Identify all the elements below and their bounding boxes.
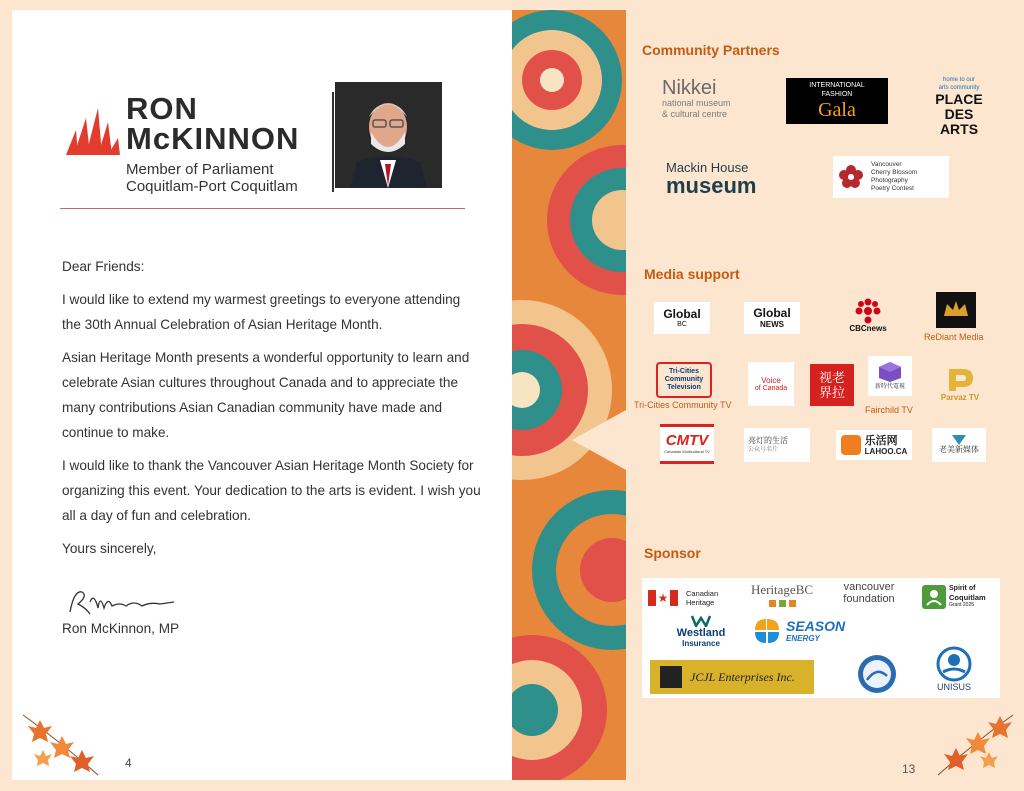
lahoo-logo	[836, 430, 912, 460]
mp-logo	[64, 84, 334, 199]
canadian-heritage-logo	[648, 584, 732, 612]
portrait-image	[335, 82, 442, 188]
westland-w-icon	[691, 615, 711, 627]
tricities-logo-line-1: Tri-Cities	[669, 368, 699, 375]
unisus-icon	[936, 646, 972, 682]
cmtv-logo	[660, 424, 714, 464]
liangdeng-logo	[744, 428, 810, 462]
mp-name	[126, 91, 300, 156]
season-energy-logo	[752, 614, 872, 648]
unisus-text: UNISUS	[936, 682, 971, 692]
mackin-line-1: Mackin House	[666, 160, 749, 175]
letter-signoff: Ron McKinnon, MP	[62, 621, 180, 636]
cherry-line-3: Photography	[871, 177, 908, 184]
tri-cities-caption: Tri-Cities Community TV	[634, 400, 732, 410]
mp-portrait	[335, 82, 442, 188]
canada-flag-icon	[648, 590, 678, 606]
letter-body	[62, 254, 482, 569]
circular-emblem-logo	[856, 654, 898, 694]
global-news-mark: Global	[753, 306, 791, 320]
tricities-logo-line-2: Community	[664, 376, 704, 383]
rediant-media-logo	[936, 292, 976, 328]
parvaz-p-icon	[945, 367, 975, 393]
unisus-logo	[928, 642, 980, 696]
season-line-1: SEASON	[786, 618, 846, 634]
pda-line-1: PLACE	[935, 91, 983, 107]
page-number: 4	[125, 756, 132, 770]
cherry-line-1: Vancouver	[871, 161, 902, 168]
spirit-line-1: Spirit of	[949, 585, 976, 592]
cherry-line-4: Poetry Contest	[871, 185, 914, 192]
chinese-media-logo: 视老界拉	[810, 364, 854, 406]
community-partners-title: Community Partners	[642, 42, 780, 58]
gala-line-1: INTERNATIONAL	[809, 82, 865, 89]
parvaz-text: Parvaz TV	[940, 392, 980, 402]
nikkei-sub-2: & cultural centre	[662, 109, 728, 119]
westland-line-1: Westland	[676, 626, 726, 639]
cmtv-mark: CMTV	[665, 432, 709, 449]
media-support-title: Media support	[644, 266, 740, 282]
spirit-line-2: Coquitlam	[949, 593, 986, 602]
letter-paragraph: I would like to thank the Vancouver Asian Heritage Month Society for organizing this event. Your dedication to the arts is evident. I wish you all a day of fun and celebration.	[62, 458, 481, 523]
rediant-caption: ReDiant Media	[924, 332, 984, 342]
liangdeng-text: 亮灯的生活	[748, 436, 788, 445]
cbc-news-mark: CBCnews	[849, 323, 887, 333]
mp-title	[126, 161, 298, 195]
letter-page	[12, 10, 512, 780]
cbc-news-logo	[840, 294, 896, 336]
vancouver-foundation-line-1: vancouver	[843, 580, 895, 593]
heritage-bc-logo	[742, 580, 822, 610]
voice-line-2: of Canada	[754, 384, 788, 392]
gala-word: Gala	[818, 99, 856, 121]
tricities-logo-line-3: Television	[667, 384, 701, 391]
laomei-mark-icon	[952, 435, 966, 445]
westland-insurance-logo	[670, 612, 732, 650]
mackin-line-2: museum	[666, 173, 757, 198]
cherry-line-2: Cherry Blossom	[871, 169, 918, 176]
mp-riding: Coquitlam-Port Coquitlam	[126, 178, 298, 195]
cherry-blossom-icon	[837, 163, 865, 191]
sponsor-panel	[642, 578, 1000, 698]
spirit-coquitlam-icon	[922, 585, 946, 609]
heritage-bc-text: HeritageBC	[750, 582, 814, 597]
season-line-2: ENERGY	[786, 634, 820, 643]
pda-line-3: ARTS	[939, 121, 979, 137]
vancouver-foundation-line-2: foundation	[843, 592, 895, 605]
canadian-heritage-line-2: Heritage	[686, 598, 715, 607]
pda-line-2: DES	[944, 106, 974, 122]
spirit-of-coquitlam-logo	[922, 580, 998, 614]
maple-flag-icon	[64, 100, 124, 160]
mp-role: Member of Parliament	[126, 161, 274, 178]
jcjl-enterprises-logo	[650, 660, 814, 694]
voice-of-canada-logo	[748, 362, 794, 406]
pda-tagline-1: home to our	[942, 77, 976, 83]
pda-tagline-2: arts community	[938, 85, 980, 91]
cmtv-sub: Canadian Multicultural TV	[664, 449, 710, 454]
signature-image	[64, 584, 184, 620]
page-number: 13	[902, 762, 916, 776]
circular-emblem-icon	[857, 654, 897, 694]
header-rule	[60, 208, 465, 209]
laomei-text: 老美新媒体	[939, 445, 979, 454]
sponsor-title: Sponsor	[644, 545, 701, 561]
fairchild-caption: Fairchild TV	[865, 405, 913, 415]
jcjl-text: JCJL Enterprises Inc.	[690, 669, 795, 684]
global-news-sub: NEWS	[760, 320, 784, 329]
fairchild-logo-text: 新時代電視	[874, 384, 905, 390]
letter-paragraph: I would like to extend my warmest greetings to everyone attending the 30th Annual Celebration of Asian Heritage Month.	[62, 292, 461, 332]
tri-cities-tv-logo	[656, 360, 712, 400]
maple-leaves-decoration	[928, 710, 1018, 780]
fairchild-tv-logo	[868, 356, 912, 396]
parvaz-tv-logo	[934, 362, 986, 406]
vancouver-foundation-logo	[822, 578, 916, 608]
fairchild-cube-icon	[878, 361, 902, 383]
jcjl-mark-icon	[660, 666, 682, 688]
nikkei-sub-1: national museum	[662, 98, 731, 108]
global-news-logo	[744, 302, 800, 334]
rediant-crown-icon	[941, 298, 971, 322]
cbc-gem-icon	[855, 298, 881, 324]
global-bc-sub: BC	[677, 320, 687, 328]
spirit-line-3: Grant 2025	[949, 602, 975, 608]
nikkei-logo	[662, 76, 752, 122]
heritage-bc-squares	[769, 600, 796, 607]
mandala-pattern-strip	[512, 10, 626, 780]
letter-closing: Yours sincerely,	[62, 541, 157, 556]
mp-name-line1: RON	[126, 91, 198, 126]
lahoo-text: LAHOO.CA	[864, 446, 908, 456]
letter-paragraph: Asian Heritage Month presents a wonderful opportunity to learn and celebrate Asian cultures throughout Canada and to appreciate the many contributions Asian Canadian community have made and continue to make.	[62, 350, 470, 440]
gala-line-2: FASHION	[821, 91, 853, 98]
lahoo-cn: 乐活网	[864, 434, 898, 447]
canadian-heritage-line-1: Canadian	[686, 589, 719, 598]
cherry-blossom-contest-logo	[833, 156, 949, 198]
logo-divider	[332, 92, 334, 192]
international-fashion-gala-logo	[786, 78, 888, 124]
laomei-media-logo	[932, 428, 986, 462]
mackin-house-museum-logo	[666, 160, 788, 198]
voice-line-1: Voice	[761, 375, 781, 385]
mp-name-line2: McKINNON	[126, 121, 300, 156]
liangdeng-sub: 公众号名片	[748, 447, 779, 453]
lahoo-mark-icon	[841, 435, 861, 455]
westland-line-2: Insurance	[682, 638, 720, 648]
maple-leaves-decoration	[18, 710, 108, 780]
place-des-arts-logo	[924, 74, 994, 140]
mandala-pattern-image	[512, 10, 626, 780]
season-swirl-icon	[752, 616, 782, 646]
nikkei-mark: Nikkei	[662, 77, 717, 99]
letter-greeting: Dear Friends:	[62, 259, 145, 274]
global-bc-logo	[654, 302, 710, 334]
global-bc-mark: Global	[663, 306, 701, 321]
partners-page	[626, 10, 1024, 780]
